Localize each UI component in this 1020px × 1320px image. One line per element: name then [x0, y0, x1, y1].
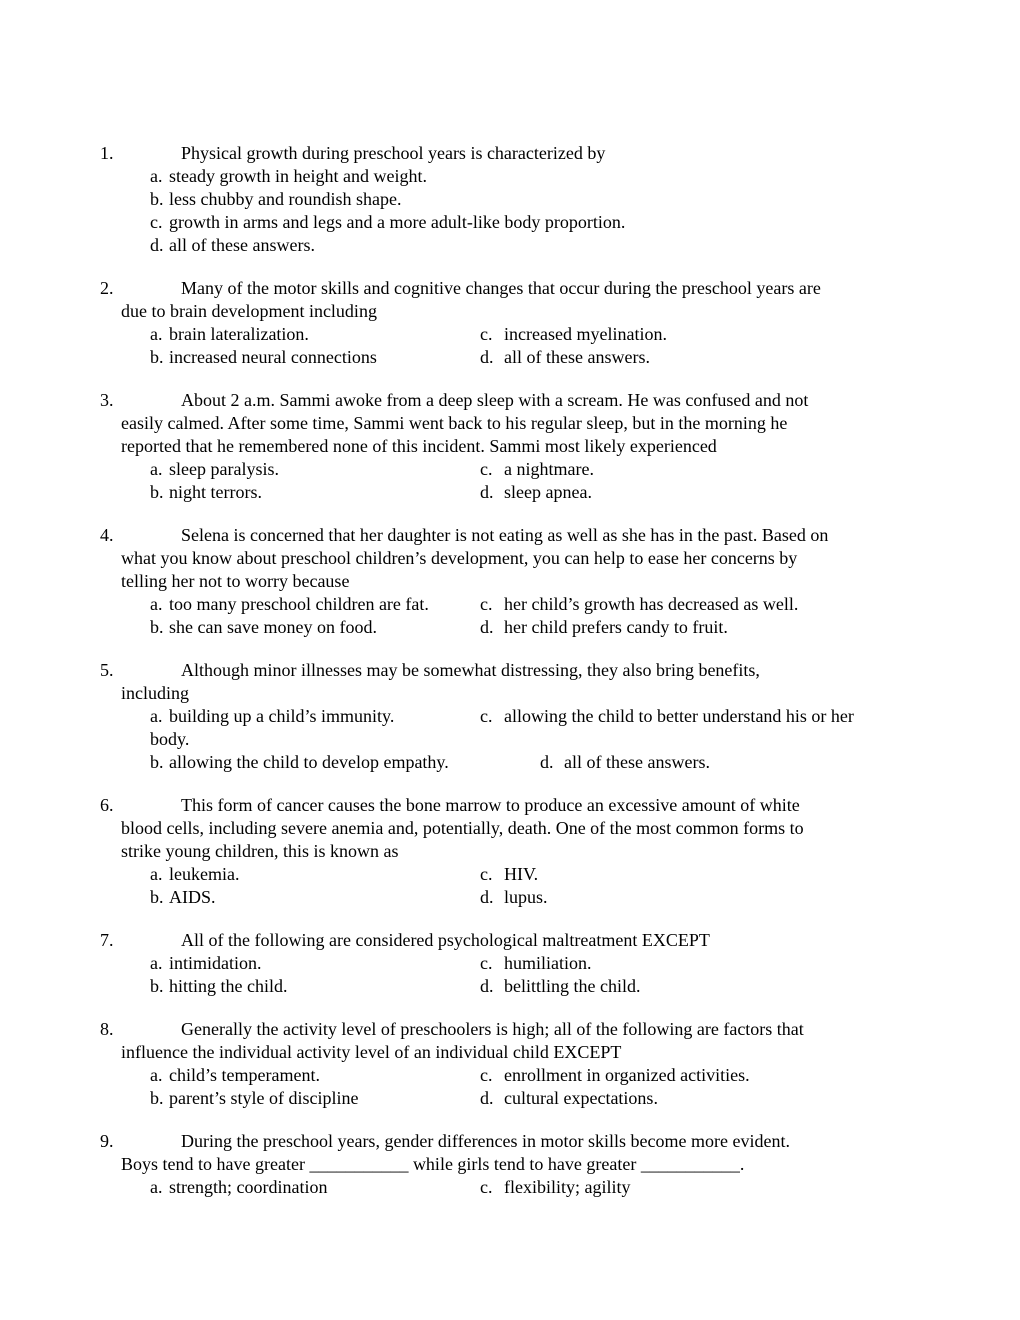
question-number: 7.	[100, 930, 114, 950]
question-4: 4. Selena is concerned that her daughter is not eating as well as she has in the past. Based on what you know about preschool children’s development, you can help to ease her concerns by telling her not to worry because a. too many preschool children are fat. c. her child’s growth has decreased as well. b. she can save money on food. d. her child prefers candy to fruit.	[100, 525, 829, 637]
question-stem: About 2 a.m. Sammi awoke from a deep sleep with a scream. He was confused and not	[181, 390, 809, 410]
question-stem: During the preschool years, gender differences in motor skills become more evident.	[181, 1131, 790, 1151]
question-stem: This form of cancer causes the bone marrow to produce an excessive amount of white	[181, 795, 800, 815]
question-stem: Selena is concerned that her daughter is not eating as well as she has in the past. Based on	[181, 525, 829, 545]
question-stem: All of the following are considered psychological maltreatment EXCEPT	[181, 930, 710, 950]
question-9: 9. During the preschool years, gender differences in motor skills become more evident. Boys tend to have greater ___________ while girls tend to have greater ___________. a. strength; coordination c. flexibility; agility	[100, 1131, 790, 1197]
question-stem-continued: reported that he remembered none of this incident. Sammi most likely experienced	[121, 436, 717, 456]
question-number: 2.	[100, 278, 114, 298]
question-stem: Many of the motor skills and cognitive changes that occur during the preschool years are	[181, 278, 821, 298]
question-number: 3.	[100, 390, 114, 410]
question-stem-continued: what you know about preschool children’s development, you can help to ease her concerns by	[121, 548, 798, 568]
question-2: 2. Many of the motor skills and cognitive changes that occur during the preschool years are due to brain development including a. brain lateralization. c. increased myelination. b. increased neural connections d. all of these answers.	[100, 278, 821, 367]
question-stem-continued: strike young children, this is known as	[121, 841, 399, 861]
question-stem-continued: including	[121, 683, 189, 703]
question-number: 1.	[100, 143, 114, 163]
question-stem-continued: due to brain development including	[121, 301, 377, 321]
question-number: 9.	[100, 1131, 114, 1151]
question-number: 5.	[100, 660, 114, 680]
question-stem-continued: Boys tend to have greater ___________ while girls tend to have greater ___________.	[121, 1154, 745, 1174]
question-stem-continued: easily calmed. After some time, Sammi went back to his regular sleep, but in the morning he	[121, 413, 788, 433]
question-7: 7. All of the following are considered psychological maltreatment EXCEPT a. intimidation. c. humiliation. b. hitting the child. d. belittling the child.	[100, 930, 710, 996]
question-stem-continued: blood cells, including severe anemia and, potentially, death. One of the most common forms to	[121, 818, 804, 838]
option-c-continued: body.	[150, 729, 190, 749]
question-stem-continued: influence the individual activity level of an individual child EXCEPT	[121, 1042, 622, 1062]
question-number: 4.	[100, 525, 114, 545]
question-stem-continued: telling her not to worry because	[121, 571, 350, 591]
question-3: 3. About 2 a.m. Sammi awoke from a deep sleep with a scream. He was confused and not easily calmed. After some time, Sammi went back to his regular sleep, but in the morning he reported that he remembered none of this incident. Sammi most likely experienced a. sleep paralysis. c. a nightmare. b. night terrors. d. sleep apnea.	[100, 390, 809, 502]
question-stem: Although minor illnesses may be somewhat distressing, they also bring benefits,	[181, 660, 760, 680]
question-number: 8.	[100, 1019, 114, 1039]
question-5: 5. Although minor illnesses may be somewhat distressing, they also bring benefits, including a. building up a child’s immunity. c. allowing the child to better understand his or her body. b. allowing the child to develop empathy. d. all of these answers.	[100, 660, 854, 772]
question-1: 1. Physical growth during preschool years is characterized by a. steady growth in height and weight. b. less chubby and roundish shape. c. growth in arms and legs and a more adult-like body proportion. d. all of these answers.	[100, 143, 626, 255]
question-stem: Physical growth during preschool years is characterized by	[181, 143, 606, 163]
question-number: 6.	[100, 795, 114, 815]
question-6: 6. This form of cancer causes the bone marrow to produce an excessive amount of white blood cells, including severe anemia and, potentially, death. One of the most common forms to strike young children, this is known as a. leukemia. c. HIV. b. AIDS. d. lupus.	[100, 795, 804, 907]
question-8: 8. Generally the activity level of preschoolers is high; all of the following are factors that influence the individual activity level of an individual child EXCEPT a. child’s temperament. c. enrollment in organized activities. b. parent’s style of discipline d. cultural expectations.	[100, 1019, 804, 1108]
question-stem: Generally the activity level of preschoolers is high; all of the following are factors that	[181, 1019, 804, 1039]
